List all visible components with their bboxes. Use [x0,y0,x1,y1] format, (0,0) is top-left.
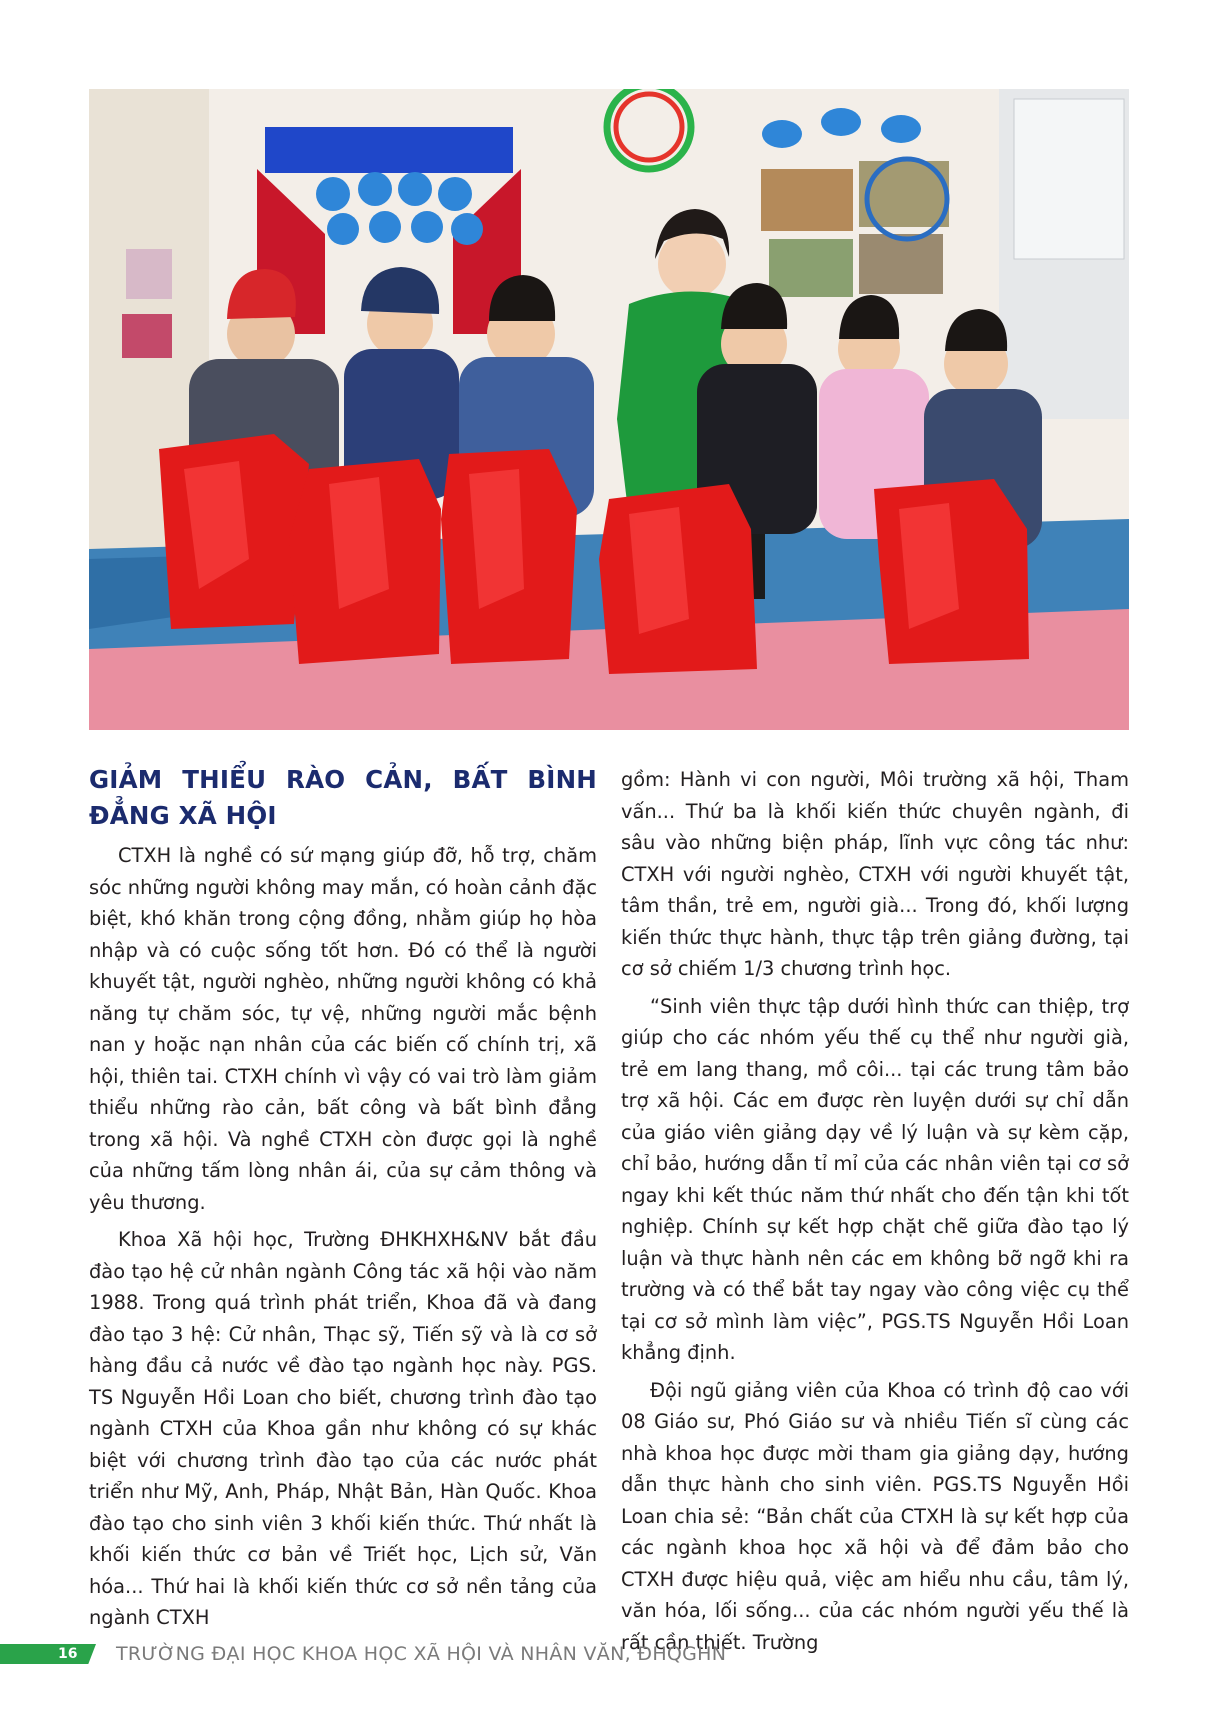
article-heading: GIẢM THIỂU RÀO CẢN, BẤT BÌNH ĐẲNG XÃ HỘI [89,765,597,830]
page-footer [0,1641,1211,1667]
article-photo [89,89,1129,730]
page-number: 16 [58,1646,78,1662]
paragraph: Đội ngũ giảng viên của Khoa có trình độ cao với 08 Giáo sư, Phó Giáo sư và nhiều Tiến sĩ cùng các nhà khoa học được mời tham gia giảng dạy, hướng dẫn thực hành cho sinh viên. PGS.TS Nguyễn Hồi Loan chia sẻ: “Bản chất của CTXH là sự kết hợp của các ngành khoa học xã hội và để đảm bảo cho CTXH được hiệu quả, việc am hiểu nhu cầu, tâm lý, văn hóa, lối sống... của các nhóm người yếu thế là rất cần thiết. Trường [621,1378,1129,1654]
paragraph: Khoa Xã hội học, Trường ĐHKHXH&NV bắt đầu đào tạo hệ cử nhân ngành Công tác xã hội vào năm 1988. Trong quá trình phát triển, Khoa đã và đang đào tạo 3 hệ: Cử nhân, Thạc sỹ, Tiến sỹ và là cơ sở hàng đầu cả nước về đào tạo ngành học này. PGS. TS Nguyễn Hồi Loan cho biết, chương trình đào tạo ngành CTXH của Khoa gần như không có sự khác biệt với chương trình đào tạo của các nước phát triển như Mỹ, Anh, Pháp, Nhật Bản, Hàn Quốc. Khoa đào tạo cho sinh viên 3 khối kiến thức. Thứ nhất là khối kiến thức cơ bản về Triết học, Lịch sử, Văn hóa... Thứ hai là khối kiến thức cơ sở nền tảng của ngành CTXH [89,1228,597,1629]
paragraph-continuation: gồm: Hành vi con người, Môi trường xã hội, Tham vấn... Thứ ba là khối kiến thức chuyên ngành, đi sâu vào những biện pháp, lĩnh vực công tác như: CTXH với người nghèo, CTXH với người khuyết tật, tâm thần, trẻ em, người già... Trong đó, khối lượng kiến thức thực hành, thực tập trên giảng đường, tại cơ sở chiếm 1/3 chương trình học. [621,768,1129,980]
publication-name: TRƯỜNG ĐẠI HỌC KHOA HỌC XÃ HỘI VÀ NHÂN VĂN, ĐHQGHN [116,1643,727,1665]
paragraph: CTXH là nghề có sứ mạng giúp đỡ, hỗ trợ, chăm sóc những người không may mắn, có hoàn cảnh đặc biệt, khó khăn trong cộng đồng, nhằm giúp họ hòa nhập và có cuộc sống tốt hơn. Đó có thể là người khuyết tật, người nghèo, những người không có khả năng tự chăm sóc, tự vệ, những người mắc bệnh nan y hoặc nạn nhân của các biến cố chính trị, xã hội, thiên tai. CTXH chính vì vậy có vai trò làm giảm thiểu những rào cản, bất công và bất bình đẳng trong xã hội. Và nghề CTXH còn được gọi là nghề của những tấm lòng nhân ái, của sự cảm thông và yêu thương. [89,844,597,1214]
paragraph: “Sinh viên thực tập dưới hình thức can thiệp, trợ giúp cho các nhóm yếu thế cụ thể như người già, trẻ em lang thang, mồ côi... tại các trung tâm bảo trợ xã hội. Các em được rèn luyện dưới sự chỉ dẫn của giáo viên giảng dạy về lý luận và sự kèm cặp, chỉ bảo, hướng dẫn tỉ mỉ của các nhân viên tại cơ sở ngay khi kết thúc năm thứ nhất cho đến tận khi tốt nghiệp. Chính sự kết hợp chặt chẽ giữa đào tạo lý luận và thực hành nên các em không bỡ ngỡ khi ra trường và có thể bắt tay ngay vào công việc cụ thể tại cơ sở mình làm việc”, PGS.TS Nguyễn Hồi Loan khẳng định. [621,994,1129,1364]
right-column [621,764,1129,1664]
children-with-gift-bags-image [89,89,1129,730]
left-column [89,762,597,1640]
